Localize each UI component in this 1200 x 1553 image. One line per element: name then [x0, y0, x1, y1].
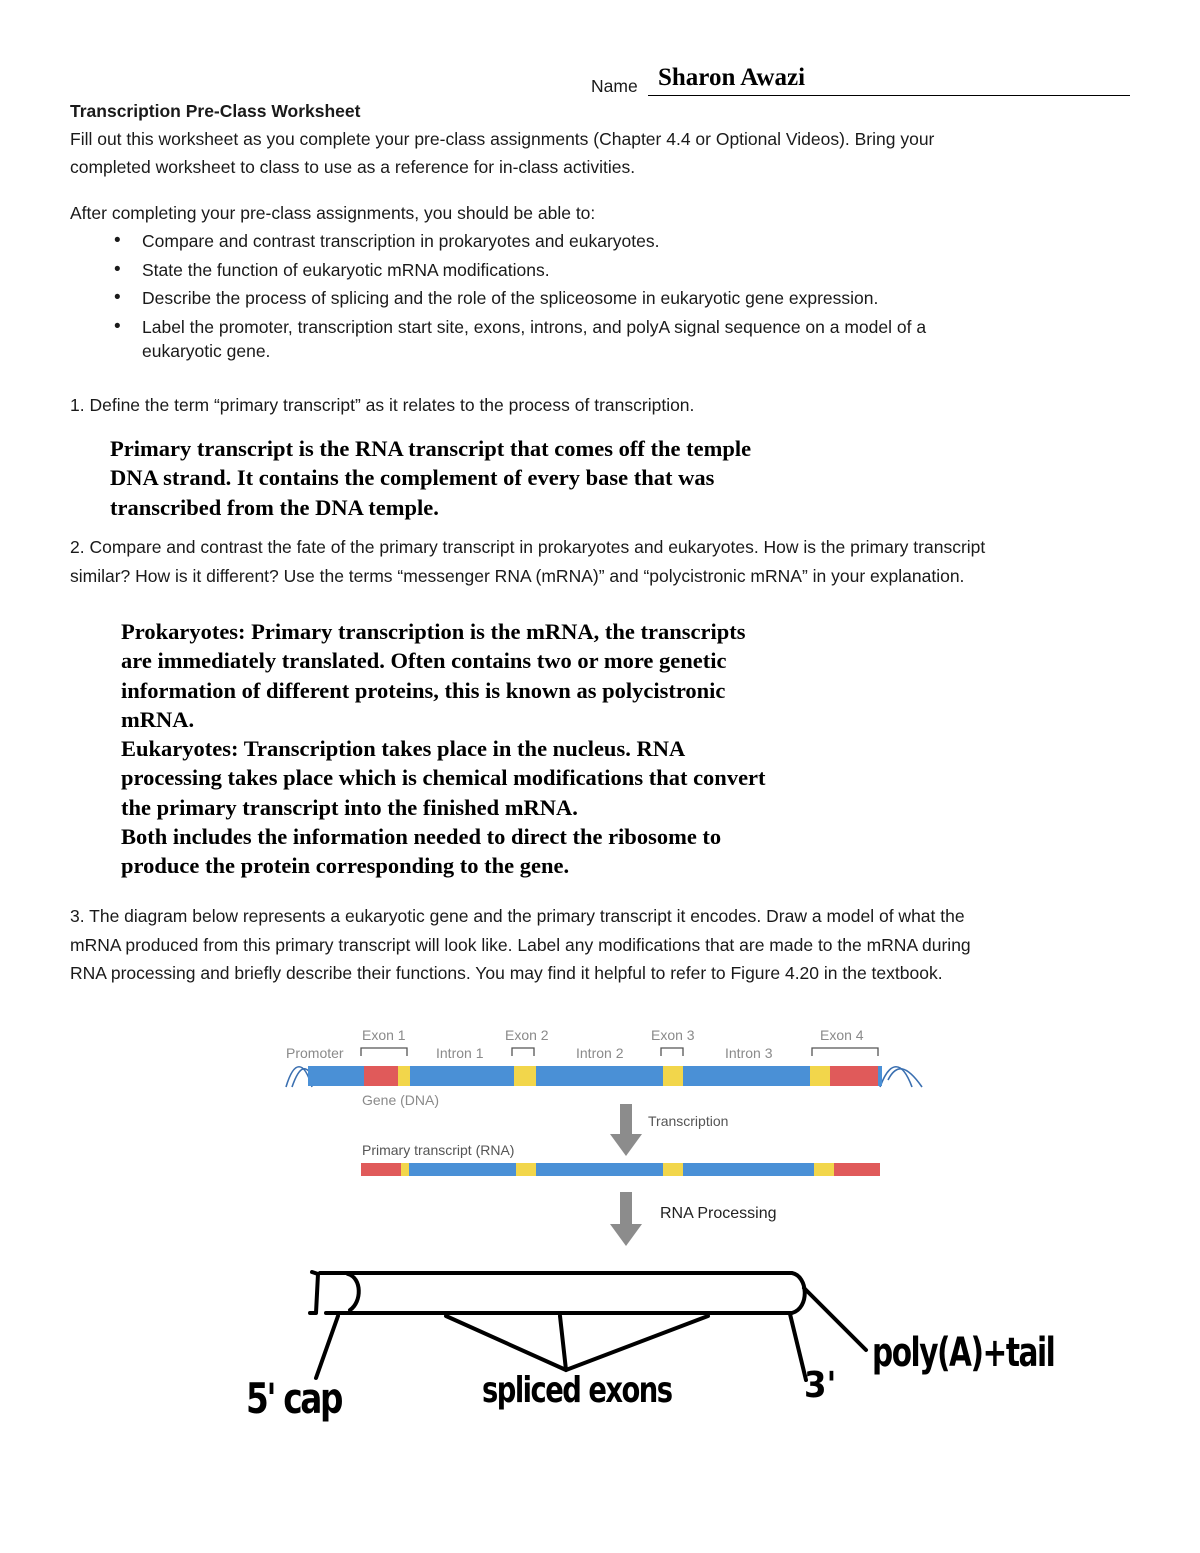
exon-bracket — [661, 1048, 683, 1056]
intro-line-1: Fill out this worksheet as you complete your pre-class assignments (Chapter 4.4 or Optional Videos). Bring your — [70, 129, 935, 149]
rna-site-segment — [401, 1163, 409, 1176]
question-3 — [70, 902, 971, 988]
question-2 — [70, 533, 985, 590]
question-3-line: mRNA produced from this primary transcript will look like. Label any modifications that are made to the mRNA during — [70, 934, 971, 955]
exon-label: Exon 2 — [505, 1027, 549, 1043]
objective-item: • Compare and contrast transcription in prokaryotes and eukaryotes. — [70, 227, 1130, 256]
name-line[interactable] — [648, 95, 1130, 96]
rna-exon-segment — [663, 1163, 683, 1176]
objective-4-continuation: eukaryotic gene. — [142, 341, 271, 361]
primary-transcript-bar — [361, 1163, 880, 1176]
answer-2-line: are immediately translated. Often contains two or more genetic — [121, 648, 727, 674]
intro-line-2: completed worksheet to class to use as a reference for in-class activities. — [70, 157, 636, 177]
answer-2-line: produce the protein corresponding to the gene. — [121, 853, 570, 879]
intron-label: Intron 1 — [436, 1045, 484, 1061]
rna-processing-arrow — [610, 1192, 642, 1246]
cap-label: 5' cap — [246, 1373, 342, 1424]
gene-label: Gene (DNA) — [362, 1092, 440, 1108]
objective-item: • Label the promoter, transcription start site, exons, introns, and polyA signal sequence on a model of a — [70, 313, 1130, 342]
dna-helix-right — [880, 1067, 922, 1087]
objective-item: • State the function of eukaryotic mRNA modifications. — [70, 256, 1130, 285]
dna-exon-segment — [364, 1066, 398, 1086]
objectives-list — [70, 227, 1130, 341]
answer-2-line: the primary transcript into the finished mRNA. — [121, 794, 578, 820]
answer-2-line: mRNA. — [121, 706, 195, 732]
answer-2-line: processing takes place which is chemical modifications that convert — [121, 765, 766, 791]
question-1: 1. Define the term “primary transcript” as it relates to the process of transcription. — [70, 395, 695, 415]
poly-a-tail-label: poly(A)+tail — [872, 1329, 1055, 1377]
answer-2 — [121, 617, 766, 881]
spliced-exons-label: spliced exons — [482, 1368, 672, 1412]
cap-pointer — [316, 1316, 338, 1378]
question-2-line: similar? How is it different? Use the terms “messenger RNA (mRNA)” and “polycistronic mRNA” in your explanation. — [70, 565, 965, 586]
name-label: Name — [591, 76, 638, 96]
answer-1-line: DNA strand. It contains the complement of every base that was — [110, 465, 715, 491]
exon-label: Exon 1 — [362, 1027, 406, 1043]
gene-dna-bar — [308, 1066, 882, 1086]
answer-1-line: transcribed from the DNA temple. — [110, 494, 439, 520]
transcription-label: Transcription — [648, 1113, 729, 1129]
rna-processing-label: RNA Processing — [660, 1205, 777, 1222]
dna-exon-segment — [663, 1066, 683, 1086]
rna-exon-segment — [516, 1163, 536, 1176]
answer-2-line: information of different proteins, this is known as polycistronic — [121, 677, 726, 703]
mrna-body — [320, 1273, 805, 1313]
dna-exon-segment — [830, 1066, 878, 1086]
dna-site-segment — [810, 1066, 830, 1086]
intron-label: Intron 2 — [576, 1045, 624, 1061]
promoter-label: Promoter — [286, 1045, 344, 1061]
exon-bracket — [812, 1048, 878, 1056]
hand-drawn-mrna — [0, 1255, 1200, 1455]
exon-label: Exon 4 — [820, 1027, 864, 1043]
dna-exon-segment — [514, 1066, 536, 1086]
answer-2-line: Prokaryotes: Primary transcription is the mRNA, the transcripts — [121, 619, 746, 644]
three-prime-label: 3' — [804, 1364, 837, 1407]
rna-exon-segment — [834, 1163, 880, 1176]
cap-bracket — [310, 1272, 318, 1313]
worksheet-title: Transcription Pre-Class Worksheet — [70, 101, 361, 121]
name-value: Sharon Awazi — [658, 64, 806, 91]
answer-2-line: Eukaryotes: Transcription takes place in the nucleus. RNA — [121, 736, 686, 762]
dna-site-segment — [398, 1066, 410, 1086]
exon-label: Exon 3 — [651, 1027, 695, 1043]
exon-pointer — [446, 1316, 708, 1370]
rna-exon-segment — [361, 1163, 401, 1176]
exon-bracket — [361, 1048, 407, 1056]
answer-2-line: Both includes the information needed to direct the ribosome to — [121, 824, 722, 850]
objectives-intro: After completing your pre-class assignments, you should be able to: — [70, 203, 596, 223]
question-3-line: 3. The diagram below represents a eukaryotic gene and the primary transcript it encodes. Draw a model of what the — [70, 906, 965, 926]
rna-site-segment — [814, 1163, 834, 1176]
transcription-arrow — [610, 1104, 642, 1156]
primary-transcript-label: Primary transcript (RNA) — [362, 1142, 515, 1158]
question-3-line: RNA processing and briefly describe their functions. You may find it helpful to refer to Figure 4.20 in the textbook. — [70, 963, 943, 983]
objective-item: • Describe the process of splicing and the role of the spliceosome in eukaryotic gene expression. — [70, 284, 1130, 313]
question-2-line: 2. Compare and contrast the fate of the primary transcript in prokaryotes and eukaryotes. How is the primary transcript — [70, 537, 986, 557]
cap-curve — [348, 1274, 359, 1310]
intron-label: Intron 3 — [725, 1045, 773, 1061]
answer-1 — [110, 434, 751, 522]
gene-diagram — [0, 1010, 1200, 1250]
answer-1-line: Primary transcript is the RNA transcript that comes off the temple — [110, 436, 752, 461]
tail-pointer — [804, 1288, 866, 1350]
exon-bracket — [512, 1048, 534, 1056]
